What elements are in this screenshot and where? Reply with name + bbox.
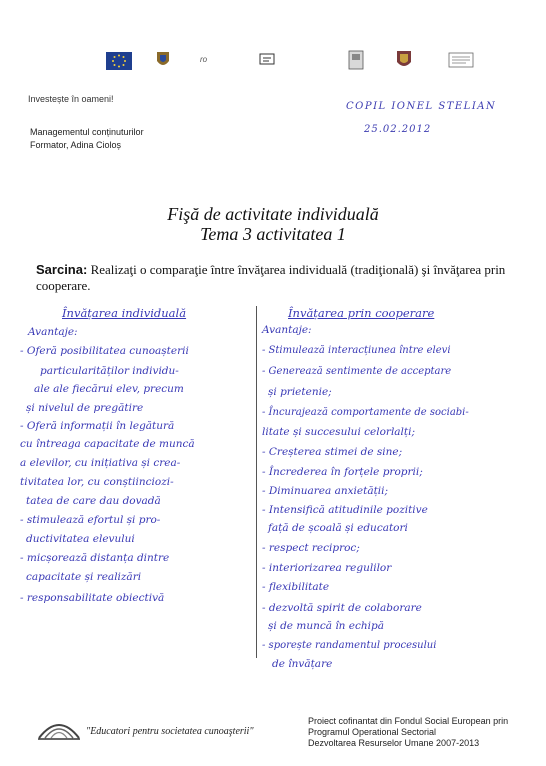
list-item: tatea de care dau dovadă [26, 495, 161, 507]
project-funding-note [308, 716, 508, 749]
right-column-heading: Învățarea prin cooperare [288, 306, 435, 320]
list-item: - Diminuarea anxietății; [262, 485, 389, 497]
project-slogan: "Educatori pentru societatea cunoaşterii" [86, 726, 254, 737]
list-item: - Stimulează interacțiunea între elevi [262, 345, 451, 356]
student-name: COPIL IONEL STELIAN [346, 101, 497, 112]
project-logo [36, 712, 82, 746]
task-statement [36, 262, 526, 294]
list-item: - Generează sentimente de acceptare [262, 366, 452, 377]
invest-slogan: Investește în oameni! [28, 94, 114, 104]
list-item: - stimulează efortul și pro- [20, 514, 161, 526]
list-item: particularităților individu- [40, 365, 179, 377]
ministry-logo [200, 55, 207, 64]
task-label: Sarcina: [36, 262, 88, 277]
institution-logo [448, 52, 474, 68]
list-item: - Intensifică atitudinile pozitive [262, 504, 428, 516]
funding-line-2: Programul Operational Sectorial [308, 727, 437, 737]
funding-line-3: Dezvoltarea Resurselor Umane 2007-2013 [308, 738, 480, 748]
list-item: - respect reciproc; [262, 542, 360, 554]
list-item: - micșorează distanța dintre [20, 552, 170, 564]
list-item: de învățare [272, 658, 333, 670]
column-divider [256, 306, 257, 658]
course-title: Managementul conținuturilor [30, 127, 144, 137]
list-item: tivitatea lor, cu conștiinciozi- [20, 476, 174, 488]
page-title: Fişă de activitate individuală [167, 204, 379, 224]
ministry-logo-text: ro [200, 55, 208, 64]
list-item: cu întreaga capacitate de muncă [20, 438, 195, 450]
list-item: față de școală și educatori [268, 522, 408, 534]
course-info [30, 126, 144, 152]
page-subtitle: Tema 3 activitatea 1 [200, 224, 346, 244]
list-item: și prietenie; [268, 386, 332, 398]
list-item: ale ale fiecărui elev, precum [34, 383, 184, 395]
list-item: - responsabilitate obiectivă [20, 592, 165, 604]
trainer-name: Formator, Adina Cioloș [30, 140, 122, 150]
left-column-heading: Învățarea individuală [62, 306, 187, 320]
fse-logo [258, 50, 276, 68]
list-item: Avantaje: [262, 324, 312, 336]
task-text: Realizaţi o comparaţie între învăţarea individuală (tradiţională) şi învăţarea prin cooperare. [36, 262, 506, 293]
list-item: ductivitatea elevului [26, 533, 135, 545]
list-item: și nivelul de pregătire [26, 402, 144, 414]
list-item: - dezvoltă spirit de colaborare [262, 602, 422, 614]
list-item: - Oferă posibilitatea cunoașterii [20, 345, 189, 357]
list-item: - flexibilitate [262, 581, 330, 593]
pos-dru-logo [348, 50, 364, 70]
list-item: capacitate și realizări [26, 571, 142, 583]
submission-date: 25.02.2012 [364, 124, 432, 135]
romania-coat-of-arms-logo [156, 50, 170, 70]
list-item: - interiorizarea regulilor [262, 562, 392, 574]
list-item: - Oferă informații în legătură [20, 420, 175, 432]
list-item: litate și succesului celorlalți; [262, 426, 416, 438]
list-item: - Încurajează comportamente de sociabi- [262, 407, 469, 418]
list-item: Avantaje: [28, 326, 78, 338]
eu-flag-logo [106, 52, 132, 70]
list-item: - Încrederea în forțele proprii; [262, 466, 423, 478]
list-item: - Creșterea stimei de sine; [262, 446, 403, 458]
list-item: - sporește randamentul procesului [262, 640, 437, 651]
university-crest-logo [396, 50, 412, 70]
funding-line-1: Proiect cofinantat din Fondul Social European prin [308, 716, 509, 726]
list-item: și de muncă în echipă [268, 620, 384, 632]
list-item: a elevilor, cu inițiativa și crea- [20, 457, 181, 469]
